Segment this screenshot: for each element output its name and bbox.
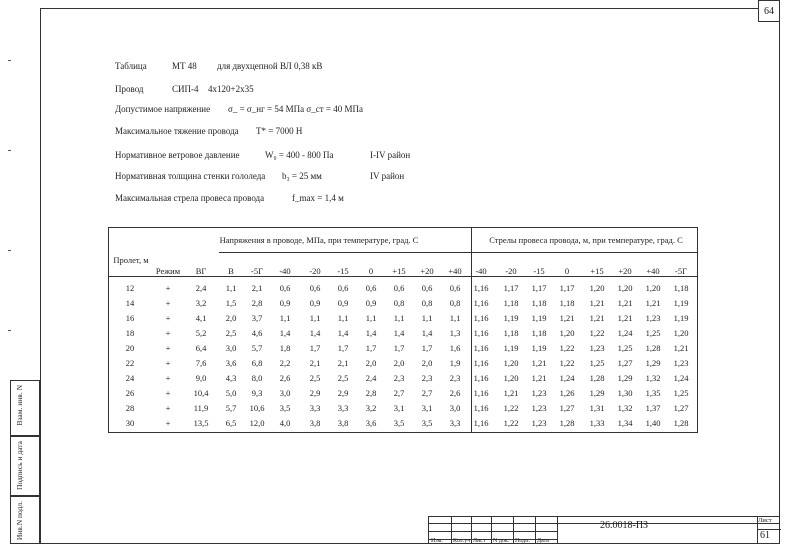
stress-cell: 6,8 bbox=[251, 358, 263, 368]
sag-cell: 1,20 bbox=[673, 328, 689, 338]
sag-cell: 1,16 bbox=[473, 313, 489, 323]
sag-group-header: Стрелы провеса провода, м, при температуре, град. С bbox=[489, 235, 683, 245]
stamp-divider bbox=[471, 517, 472, 544]
sag-cell: 1,21 bbox=[617, 313, 633, 323]
stress-cell: 1,4 bbox=[365, 328, 377, 338]
sag-value: f_max = 1,4 м bbox=[292, 193, 344, 203]
stress-temp-header: -40 bbox=[279, 266, 291, 276]
sag-cell: 1,28 bbox=[645, 343, 661, 353]
stress-cell: 3,5 bbox=[393, 418, 405, 428]
stress-cell: 3,3 bbox=[449, 418, 461, 428]
stress-cell: 2,6 bbox=[449, 388, 461, 398]
stress-cell: 6,5 bbox=[225, 418, 237, 428]
stress-cell: 1,7 bbox=[393, 343, 405, 353]
sag-cell: 1,21 bbox=[531, 358, 547, 368]
mode-cell: + bbox=[165, 388, 171, 398]
binder-mark bbox=[8, 150, 11, 151]
stress-cell: 7,6 bbox=[195, 358, 207, 368]
stress-cell: 3,0 bbox=[279, 388, 291, 398]
sag-cell: 1,16 bbox=[473, 298, 489, 308]
stress-cell: 3,3 bbox=[337, 403, 349, 413]
stamp-divider bbox=[451, 517, 452, 544]
stress-cell: 1,6 bbox=[449, 343, 461, 353]
span-column-header: Пролет, м bbox=[113, 255, 149, 265]
sheet-label: Лист bbox=[758, 517, 772, 524]
sag-cell: 1,19 bbox=[503, 313, 519, 323]
stress-cell: 2,5 bbox=[337, 373, 349, 383]
wire-label: Провод bbox=[115, 84, 144, 94]
sag-cell: 1,20 bbox=[503, 358, 519, 368]
mode-cell: + bbox=[165, 283, 171, 293]
stress-cell: 3,6 bbox=[225, 358, 237, 368]
sag-cell: 1,23 bbox=[531, 388, 547, 398]
stress-cell: 4,6 bbox=[251, 328, 263, 338]
sag-cell: 1,16 bbox=[473, 358, 489, 368]
sag-cell: 1,21 bbox=[503, 388, 519, 398]
sag-cell: 1,24 bbox=[559, 373, 575, 383]
stress-cell: 3,8 bbox=[309, 418, 321, 428]
sag-cell: 1,28 bbox=[673, 418, 689, 428]
sag-cell: 1,23 bbox=[589, 343, 605, 353]
ice-region: IV район bbox=[370, 171, 405, 181]
stamp-divider bbox=[513, 517, 514, 544]
stress-cell: 0,9 bbox=[309, 298, 321, 308]
span-cell: 18 bbox=[125, 328, 135, 338]
sag-cell: 1,27 bbox=[617, 358, 633, 368]
stamp-divider bbox=[557, 517, 558, 544]
sag-cell: 1,23 bbox=[673, 358, 689, 368]
stress-cell: 10,6 bbox=[249, 403, 265, 413]
stamp-column-label: Лист bbox=[473, 538, 486, 544]
stamp-divider bbox=[535, 517, 536, 544]
stress-cell: 2,9 bbox=[309, 388, 321, 398]
sag-temp-header: +40 bbox=[646, 266, 660, 276]
inv-replace-label: Взам. инв. N bbox=[15, 385, 24, 426]
table-rule bbox=[219, 252, 697, 253]
sag-cell: 1,19 bbox=[673, 298, 689, 308]
stress-cell: 8,0 bbox=[251, 373, 263, 383]
sag-temp-header: 0 bbox=[564, 266, 570, 276]
sag-cell: 1,22 bbox=[559, 358, 575, 368]
stress-cell: 0,8 bbox=[421, 298, 433, 308]
tension-value: T* = 7000 Н bbox=[256, 126, 303, 136]
stress-temp-header: +20 bbox=[420, 266, 434, 276]
sag-cell: 1,22 bbox=[503, 418, 519, 428]
stress-cell: 13,5 bbox=[193, 418, 209, 428]
stress-cell: 1,4 bbox=[337, 328, 349, 338]
stress-cell: 5,7 bbox=[225, 403, 237, 413]
stress-cell: 2,0 bbox=[365, 358, 377, 368]
sag-cell: 1,20 bbox=[617, 283, 633, 293]
stress-cell: 0,6 bbox=[279, 283, 291, 293]
page-number: 64 bbox=[758, 0, 780, 22]
wire-type: СИП-4 bbox=[172, 84, 199, 94]
mode-cell: + bbox=[165, 313, 171, 323]
data-table bbox=[108, 227, 698, 433]
sag-cell: 1,28 bbox=[589, 373, 605, 383]
side-strip-inv-orig bbox=[10, 496, 40, 544]
side-strip-inv-replace bbox=[10, 380, 40, 436]
stress-cell: 0,6 bbox=[365, 283, 377, 293]
table-rule bbox=[109, 276, 697, 277]
sag-cell: 1,20 bbox=[559, 328, 575, 338]
sag-cell: 1,23 bbox=[645, 313, 661, 323]
stress-temp-header: 0 bbox=[368, 266, 374, 276]
sag-cell: 1,17 bbox=[559, 283, 575, 293]
stress-cell: 3,6 bbox=[365, 418, 377, 428]
sag-cell: 1,40 bbox=[645, 418, 661, 428]
stress-cell: 1,1 bbox=[393, 313, 405, 323]
stress-cell: 0,8 bbox=[393, 298, 405, 308]
sag-cell: 1,23 bbox=[531, 418, 547, 428]
stress-cell: 3,7 bbox=[251, 313, 263, 323]
stress-cell: 0,8 bbox=[449, 298, 461, 308]
sag-cell: 1,25 bbox=[645, 328, 661, 338]
stress-cell: 0,9 bbox=[365, 298, 377, 308]
sag-cell: 1,16 bbox=[473, 388, 489, 398]
inv-orig-label: Инв.N подл. bbox=[15, 501, 24, 541]
tension-label: Максимальное тяжение провода bbox=[115, 126, 239, 136]
stamp-divider bbox=[491, 517, 492, 544]
stress-cell: 1,7 bbox=[337, 343, 349, 353]
table-label: Таблица bbox=[115, 61, 147, 71]
stress-cell: 5,2 bbox=[195, 328, 207, 338]
stress-cell: 2,7 bbox=[393, 388, 405, 398]
span-cell: 12 bbox=[125, 283, 135, 293]
stress-cell: 2,3 bbox=[449, 373, 461, 383]
sag-cell: 1,16 bbox=[473, 283, 489, 293]
stress-cell: 9,3 bbox=[251, 388, 263, 398]
sheet-number: 61 bbox=[760, 530, 770, 541]
sag-cell: 1,21 bbox=[589, 313, 605, 323]
wind-label: Нормативное ветровое давление bbox=[115, 150, 240, 160]
mode-cell: + bbox=[165, 358, 171, 368]
sag-cell: 1,20 bbox=[503, 373, 519, 383]
stress-label: Допустимое напряжение bbox=[115, 104, 211, 114]
table-id: МТ 48 bbox=[172, 61, 197, 71]
side-strip-sign-date bbox=[10, 436, 40, 496]
sag-cell: 1,18 bbox=[531, 298, 547, 308]
stress-cell: 0,6 bbox=[449, 283, 461, 293]
stress-cell: 3,1 bbox=[393, 403, 405, 413]
sag-cell: 1,35 bbox=[645, 388, 661, 398]
sag-cell: 1,22 bbox=[589, 328, 605, 338]
sag-cell: 1,16 bbox=[473, 328, 489, 338]
sag-cell: 1,24 bbox=[617, 328, 633, 338]
stress-cell: 2,9 bbox=[337, 388, 349, 398]
sag-cell: 1,21 bbox=[617, 298, 633, 308]
wire-size: 4х120+2х35 bbox=[208, 84, 254, 94]
stress-cell: 2,3 bbox=[421, 373, 433, 383]
span-cell: 14 bbox=[125, 298, 135, 308]
sag-cell: 1,27 bbox=[559, 403, 575, 413]
stress-cell: 3,5 bbox=[421, 418, 433, 428]
stress-cell: 3,3 bbox=[309, 403, 321, 413]
stress-cell: 0,6 bbox=[337, 283, 349, 293]
stress-cell: 2,4 bbox=[365, 373, 377, 383]
stress-cell: 1,1 bbox=[337, 313, 349, 323]
sag-cell: 1,37 bbox=[645, 403, 661, 413]
sag-cell: 1,30 bbox=[617, 388, 633, 398]
stress-temp-header: -20 bbox=[309, 266, 321, 276]
sag-cell: 1,27 bbox=[673, 403, 689, 413]
stress-cell: 5,0 bbox=[225, 388, 237, 398]
mode-cell: + bbox=[165, 418, 171, 428]
sag-cell: 1,23 bbox=[531, 403, 547, 413]
sag-cell: 1,32 bbox=[645, 373, 661, 383]
sag-cell: 1,34 bbox=[617, 418, 633, 428]
stress-cell: 1,8 bbox=[279, 343, 291, 353]
stress-cell: 2,0 bbox=[225, 313, 237, 323]
sag-cell: 1,18 bbox=[503, 328, 519, 338]
stress-temp-header: +40 bbox=[448, 266, 462, 276]
sag-cell: 1,21 bbox=[531, 373, 547, 383]
sag-cell: 1,24 bbox=[673, 373, 689, 383]
stress-cell: 1,5 bbox=[225, 298, 237, 308]
stress-cell: 2,0 bbox=[393, 358, 405, 368]
sag-cell: 1,21 bbox=[559, 313, 575, 323]
sag-cell: 1,29 bbox=[617, 373, 633, 383]
mode-cell: + bbox=[165, 343, 171, 353]
stress-cell: 1,1 bbox=[279, 313, 291, 323]
wind-region: I-IV район bbox=[370, 150, 411, 160]
sag-cell: 1,20 bbox=[589, 283, 605, 293]
sag-cell: 1,19 bbox=[673, 313, 689, 323]
stress-cell: 3,2 bbox=[365, 403, 377, 413]
sag-cell: 1,25 bbox=[617, 343, 633, 353]
sag-cell: 1,19 bbox=[531, 343, 547, 353]
mode-cell: + bbox=[165, 403, 171, 413]
stress-cell: 2,5 bbox=[309, 373, 321, 383]
binder-mark bbox=[8, 60, 11, 61]
stress-cell: 4,3 bbox=[225, 373, 237, 383]
sag-cell: 1,18 bbox=[503, 298, 519, 308]
stamp-column-label: N док. bbox=[493, 538, 510, 544]
stress-cell: 2,4 bbox=[195, 283, 207, 293]
stress-cell: 1,3 bbox=[449, 328, 461, 338]
span-cell: 24 bbox=[125, 373, 135, 383]
stress-group-header: Напряжения в проводе, МПа, при температуре, град. С bbox=[219, 235, 419, 245]
sag-cell: 1,19 bbox=[531, 313, 547, 323]
stress-cell: 3,5 bbox=[279, 403, 291, 413]
span-cell: 16 bbox=[125, 313, 135, 323]
sag-temp-header: -40 bbox=[475, 266, 487, 276]
stress-cell: 1,7 bbox=[309, 343, 321, 353]
stress-cell: 3,0 bbox=[449, 403, 461, 413]
sag-cell: 1,25 bbox=[673, 388, 689, 398]
sag-cell: 1,29 bbox=[589, 388, 605, 398]
stress-cell: 6,4 bbox=[195, 343, 207, 353]
sag-cell: 1,21 bbox=[673, 343, 689, 353]
stamp-column-label: Изм. bbox=[431, 538, 443, 544]
sag-cell: 1,16 bbox=[473, 403, 489, 413]
stress-cell: 2,5 bbox=[225, 328, 237, 338]
stress-cell: 3,0 bbox=[225, 343, 237, 353]
stress-cell: 2,7 bbox=[421, 388, 433, 398]
stress-cell: 1,4 bbox=[421, 328, 433, 338]
stress-cell: 1,1 bbox=[309, 313, 321, 323]
stamp-column-label: Дата bbox=[537, 538, 549, 544]
sag-cell: 1,19 bbox=[503, 343, 519, 353]
stress-cell: 1,7 bbox=[421, 343, 433, 353]
mode-cell: + bbox=[165, 328, 171, 338]
stress-cell: 11,9 bbox=[193, 403, 209, 413]
stress-cell: 4,1 bbox=[195, 313, 207, 323]
stress-temp-header: -5Г bbox=[251, 266, 263, 276]
stress-temp-header: +15 bbox=[392, 266, 406, 276]
sag-cell: 1,18 bbox=[559, 298, 575, 308]
stress-cell: 0,6 bbox=[421, 283, 433, 293]
stress-cell: 0,6 bbox=[393, 283, 405, 293]
stress-cell: 1,7 bbox=[365, 343, 377, 353]
table-desc: для двухцепной ВЛ 0,38 кВ bbox=[217, 61, 323, 71]
sag-temp-header: -5Г bbox=[675, 266, 687, 276]
binder-mark bbox=[8, 250, 11, 251]
sag-cell: 1,33 bbox=[589, 418, 605, 428]
stress-cell: 1,4 bbox=[309, 328, 321, 338]
sag-cell: 1,16 bbox=[473, 418, 489, 428]
sag-cell: 1,25 bbox=[589, 358, 605, 368]
span-cell: 26 bbox=[125, 388, 135, 398]
stress-cell: 2,2 bbox=[279, 358, 291, 368]
sag-cell: 1,17 bbox=[503, 283, 519, 293]
stress-cell: 0,9 bbox=[279, 298, 291, 308]
sag-temp-header: -20 bbox=[505, 266, 517, 276]
stress-temp-header: ВГ bbox=[195, 266, 207, 276]
sag-cell: 1,20 bbox=[645, 283, 661, 293]
stress-cell: 1,4 bbox=[393, 328, 405, 338]
mode-cell: + bbox=[165, 298, 171, 308]
sag-temp-header: -15 bbox=[533, 266, 545, 276]
stress-temp-header: В bbox=[228, 266, 234, 276]
stamp-column-label: Подп. bbox=[515, 538, 530, 544]
stress-cell: 4,0 bbox=[279, 418, 291, 428]
span-cell: 22 bbox=[125, 358, 135, 368]
stress-cell: 3,1 bbox=[421, 403, 433, 413]
stamp-column-label: Кол.уч bbox=[453, 538, 471, 544]
span-cell: 20 bbox=[125, 343, 135, 353]
ice-label: Нормативная толщина стенки гололеда bbox=[115, 171, 266, 181]
span-cell: 30 bbox=[125, 418, 135, 428]
stress-cell: 1,4 bbox=[279, 328, 291, 338]
stress-cell: 3,8 bbox=[337, 418, 349, 428]
stress-cell: 9,0 bbox=[195, 373, 207, 383]
stress-cell: 5,7 bbox=[251, 343, 263, 353]
sag-cell: 1,22 bbox=[503, 403, 519, 413]
sag-temp-header: +15 bbox=[590, 266, 604, 276]
sag-cell: 1,31 bbox=[589, 403, 605, 413]
mode-column-header: Режим bbox=[155, 266, 181, 276]
stress-cell: 2,6 bbox=[279, 373, 291, 383]
binder-mark bbox=[8, 330, 11, 331]
stress-cell: 1,1 bbox=[225, 283, 237, 293]
ice-value: b₃ = 25 мм bbox=[282, 171, 322, 181]
stress-cell: 1,9 bbox=[449, 358, 461, 368]
sag-cell: 1,18 bbox=[673, 283, 689, 293]
span-cell: 28 bbox=[125, 403, 135, 413]
stress-cell: 10,4 bbox=[193, 388, 209, 398]
stamp-rule bbox=[429, 531, 557, 532]
stress-temp-header: -15 bbox=[337, 266, 349, 276]
stress-cell: 0,9 bbox=[337, 298, 349, 308]
sag-cell: 1,32 bbox=[617, 403, 633, 413]
sag-cell: 1,16 bbox=[473, 373, 489, 383]
stress-cell: 12,0 bbox=[249, 418, 265, 428]
sag-label: Максимальная стрела провеса провода bbox=[115, 193, 265, 203]
stress-cell: 2,1 bbox=[309, 358, 321, 368]
stress-cell: 2,3 bbox=[393, 373, 405, 383]
sag-cell: 1,22 bbox=[559, 343, 575, 353]
sag-cell: 1,28 bbox=[559, 418, 575, 428]
stress-cell: 2,1 bbox=[337, 358, 349, 368]
stress-value: σ_ = σ_нг = 54 МПа σ_ст = 40 МПа bbox=[228, 104, 363, 114]
sag-cell: 1,18 bbox=[531, 328, 547, 338]
stress-cell: 1,1 bbox=[365, 313, 377, 323]
sag-cell: 1,16 bbox=[473, 343, 489, 353]
stress-cell: 1,1 bbox=[421, 313, 433, 323]
sag-cell: 1,17 bbox=[531, 283, 547, 293]
wind-value: W₀ = 400 - 800 Па bbox=[265, 150, 334, 160]
sag-cell: 1,21 bbox=[589, 298, 605, 308]
stress-cell: 1,1 bbox=[449, 313, 461, 323]
sag-temp-header: +20 bbox=[618, 266, 632, 276]
stress-cell: 0,6 bbox=[309, 283, 321, 293]
sag-cell: 1,29 bbox=[645, 358, 661, 368]
mode-cell: + bbox=[165, 373, 171, 383]
sign-date-label: Подпись и дата bbox=[15, 441, 24, 490]
stress-cell: 2,1 bbox=[251, 283, 263, 293]
stress-cell: 2,8 bbox=[251, 298, 263, 308]
stress-cell: 2,0 bbox=[421, 358, 433, 368]
document-number: 26.0018-ПЗ bbox=[600, 520, 649, 531]
sag-cell: 1,21 bbox=[645, 298, 661, 308]
sag-cell: 1,26 bbox=[559, 388, 575, 398]
stress-cell: 2,8 bbox=[365, 388, 377, 398]
stress-cell: 3,2 bbox=[195, 298, 207, 308]
